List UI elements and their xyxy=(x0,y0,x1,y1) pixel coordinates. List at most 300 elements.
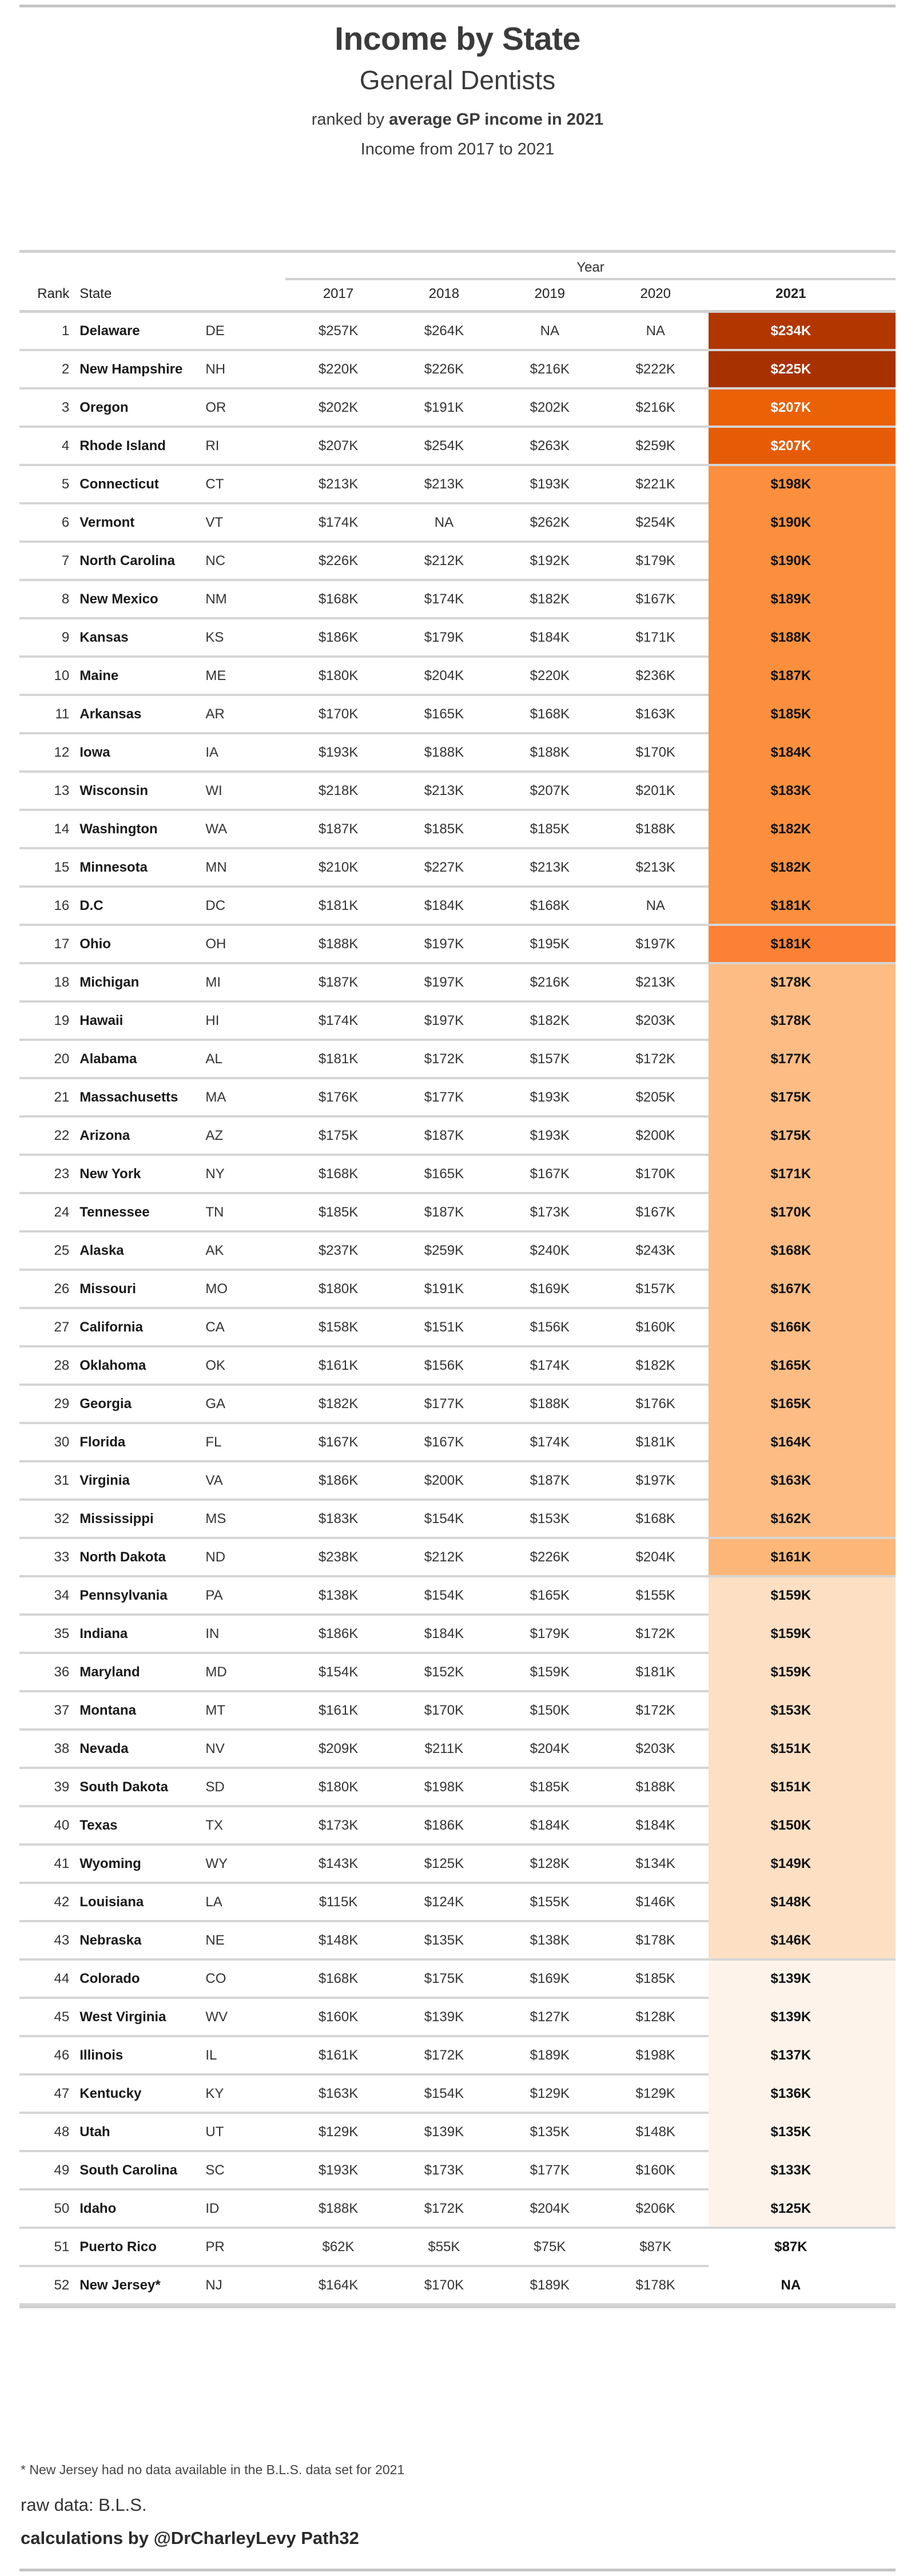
cell-rank: 14 xyxy=(54,821,70,837)
table-row[interactable] xyxy=(19,1041,896,1077)
cell-rank: 5 xyxy=(61,476,70,492)
cell-abbr: AZ xyxy=(205,1127,224,1143)
cell-rank: 38 xyxy=(54,1740,70,1756)
cell-2021-heat: $170K xyxy=(709,1194,896,1230)
cell-2021-heat: $181K xyxy=(709,888,896,924)
table-row[interactable] xyxy=(19,1501,896,1537)
cell-2017: $257K xyxy=(318,323,359,339)
cell-2017: $138K xyxy=(318,1587,359,1603)
cell-2020: $170K xyxy=(635,1166,675,1182)
cell-2017: $173K xyxy=(318,1817,359,1833)
cell-2017: $207K xyxy=(318,438,359,454)
cell-state: Iowa xyxy=(79,744,110,760)
cell-2019: $193K xyxy=(530,1127,570,1143)
table-row[interactable] xyxy=(19,1922,896,1958)
table-row[interactable] xyxy=(19,1424,896,1460)
table-row[interactable] xyxy=(19,1233,896,1269)
table-row[interactable] xyxy=(19,1309,896,1345)
cell-2017: $180K xyxy=(318,1779,359,1795)
cell-2017: $164K xyxy=(318,2277,359,2293)
footnote-new-jersey: * New Jersey had no data available in the B.L.S. data set for 2021 xyxy=(21,2462,405,2477)
cell-2018: $191K xyxy=(424,399,464,415)
cell-2017: $237K xyxy=(318,1242,359,1258)
cell-2019: $185K xyxy=(530,821,570,837)
cell-2020: $146K xyxy=(635,1894,675,1910)
table-row[interactable] xyxy=(19,658,896,694)
cell-2019: $189K xyxy=(530,2047,570,2063)
table-row[interactable] xyxy=(19,2229,896,2265)
cell-abbr: ND xyxy=(205,1549,226,1565)
cell-abbr: ME xyxy=(205,667,226,683)
cell-2018: $156K xyxy=(424,1357,464,1373)
cell-rank: 11 xyxy=(55,706,70,722)
table-row[interactable] xyxy=(19,1194,896,1230)
table-row[interactable] xyxy=(19,1846,896,1882)
cell-state: Hawaii xyxy=(79,1012,124,1028)
table-row[interactable] xyxy=(19,581,896,617)
cell-2018: $187K xyxy=(424,1127,464,1143)
cell-rank: 27 xyxy=(54,1319,70,1335)
cell-state: Georgia xyxy=(79,1396,132,1412)
cell-2017: $129K xyxy=(318,2124,359,2140)
table-row[interactable] xyxy=(19,2114,896,2150)
cell-abbr: AL xyxy=(205,1051,222,1067)
top-divider xyxy=(19,5,896,7)
cell-2017: $183K xyxy=(318,1510,359,1526)
cell-state: Montana xyxy=(79,1702,136,1718)
table-row[interactable] xyxy=(19,926,896,962)
cell-2021-heat: $137K xyxy=(709,2037,896,2073)
page-title: Income by State xyxy=(335,21,580,57)
cell-2018: $200K xyxy=(424,1472,464,1488)
cell-2021-heat: $159K xyxy=(709,1654,896,1690)
cell-state: Puerto Rico xyxy=(79,2239,157,2255)
cell-2019: $128K xyxy=(530,1855,570,1871)
cell-2021-heat: $165K xyxy=(709,1347,896,1384)
cell-2018: $212K xyxy=(424,1549,464,1565)
cell-2019: $207K xyxy=(530,782,570,798)
cell-2017: $202K xyxy=(318,399,359,415)
cell-2020: $167K xyxy=(635,1204,675,1220)
cell-2021-heat: $163K xyxy=(709,1462,896,1498)
cell-rank: 42 xyxy=(54,1894,70,1910)
cell-state: Kansas xyxy=(79,629,129,645)
cell-2020: $178K xyxy=(635,2277,675,2293)
cell-abbr: AR xyxy=(205,706,225,722)
cell-rank: 30 xyxy=(54,1434,70,1450)
table-row[interactable] xyxy=(19,1347,896,1384)
cell-2019: $188K xyxy=(530,1396,570,1412)
table-row[interactable] xyxy=(19,696,896,732)
cell-rank: 37 xyxy=(54,1702,70,1718)
cell-2020: NA xyxy=(646,897,665,913)
cell-state: Vermont xyxy=(79,514,135,530)
cell-2018: $186K xyxy=(424,1817,464,1833)
cell-state: Utah xyxy=(79,2124,110,2140)
table-row[interactable] xyxy=(19,1807,896,1843)
table-row[interactable] xyxy=(19,389,896,426)
cell-2020: $134K xyxy=(635,1855,675,1871)
cell-state: Massachusetts xyxy=(79,1089,178,1105)
table-row[interactable] xyxy=(19,504,896,540)
cell-abbr: VT xyxy=(205,514,224,530)
cell-abbr: NE xyxy=(205,1932,225,1948)
table-row[interactable] xyxy=(19,888,896,924)
cell-abbr: CO xyxy=(205,1970,226,1986)
cell-2021-heat: $207K xyxy=(709,389,896,426)
col-header-2021[interactable]: 2021 xyxy=(775,285,806,301)
table-row[interactable] xyxy=(19,351,896,387)
cell-2021-heat: $150K xyxy=(709,1807,896,1843)
raw-data-source: raw data: B.L.S. xyxy=(21,2495,147,2515)
cell-2018: $172K xyxy=(424,1051,464,1067)
cell-2018: $227K xyxy=(424,859,464,875)
cell-2020: $200K xyxy=(635,1127,675,1143)
cell-2020: $181K xyxy=(635,1434,675,1450)
cell-2018: NA xyxy=(434,514,454,530)
cell-rank: 46 xyxy=(54,2047,70,2063)
year-group-header-row xyxy=(19,253,896,278)
cell-2018: $197K xyxy=(424,974,464,990)
cell-2021-heat: $161K xyxy=(709,1539,896,1575)
cell-abbr: SC xyxy=(205,2162,225,2178)
cell-2020: $259K xyxy=(635,438,675,454)
table-row[interactable] xyxy=(19,1079,896,1115)
cell-2018: $211K xyxy=(424,1740,464,1756)
table-row[interactable] xyxy=(19,1118,896,1154)
cell-abbr: SD xyxy=(205,1779,225,1795)
cell-2017: $185K xyxy=(318,1204,359,1220)
cell-2018: $198K xyxy=(424,1779,464,1795)
cell-2020: $201K xyxy=(635,782,675,798)
table-row[interactable] xyxy=(19,1884,896,1920)
cell-rank: 16 xyxy=(54,897,70,913)
cell-2019: $169K xyxy=(530,1970,570,1986)
cell-2017: $188K xyxy=(318,936,359,952)
cell-2017: $168K xyxy=(318,1970,359,1986)
table-row[interactable] xyxy=(19,619,896,655)
cell-state: Arizona xyxy=(79,1127,130,1143)
cell-2018: $175K xyxy=(424,1970,464,1986)
cell-2020: $222K xyxy=(635,361,675,377)
cell-2018: $154K xyxy=(424,1587,464,1603)
cell-2019: $216K xyxy=(530,974,570,990)
cell-2021-heat: $187K xyxy=(709,658,896,694)
cell-2021-heat: $198K xyxy=(709,466,896,502)
cell-2021-heat: $183K xyxy=(709,773,896,809)
cell-rank: 43 xyxy=(54,1932,70,1948)
cell-2021-heat: $225K xyxy=(709,351,896,387)
cell-2019: $195K xyxy=(530,936,570,952)
cell-2017: $168K xyxy=(318,591,359,607)
col-header-abbr xyxy=(202,280,285,310)
table-row[interactable] xyxy=(19,1539,896,1575)
cell-rank: 50 xyxy=(54,2200,70,2216)
cell-2019: $185K xyxy=(530,1779,570,1795)
cell-2019: $138K xyxy=(530,1932,570,1948)
cell-2021-heat: $184K xyxy=(709,734,896,770)
cell-abbr: CA xyxy=(205,1319,225,1335)
cell-2019: $188K xyxy=(530,744,570,760)
cell-abbr: OK xyxy=(205,1357,226,1373)
cell-state: South Dakota xyxy=(79,1779,168,1795)
cell-rank: 21 xyxy=(54,1089,70,1105)
cell-2017: $180K xyxy=(318,1281,359,1297)
cell-2021-heat: $135K xyxy=(709,2114,896,2150)
cell-2020: $243K xyxy=(635,1242,675,1258)
table-row[interactable] xyxy=(19,2076,896,2112)
cell-state: Michigan xyxy=(79,974,140,990)
cell-2019: $169K xyxy=(530,1281,570,1297)
ranked-by-emphasis: average GP income in 2021 xyxy=(389,110,604,129)
cell-2021-heat: $207K xyxy=(709,428,896,464)
cell-state: Washington xyxy=(79,821,158,837)
cell-2020: $160K xyxy=(635,1319,675,1335)
table-row[interactable] xyxy=(19,2037,896,2073)
cell-state: Kentucky xyxy=(79,2085,142,2101)
cell-state: Louisiana xyxy=(79,1894,144,1910)
table-row[interactable] xyxy=(19,2267,896,2303)
cell-2020: $172K xyxy=(635,1702,675,1718)
table-row[interactable] xyxy=(19,1271,896,1307)
cell-state: Maine xyxy=(79,667,119,683)
cell-2021-heat: $125K xyxy=(709,2191,896,2227)
cell-2017: $218K xyxy=(318,782,359,798)
cell-2017: $213K xyxy=(318,476,359,492)
cell-rank: 51 xyxy=(54,2239,70,2255)
table-row[interactable] xyxy=(19,1462,896,1498)
cell-2017: $161K xyxy=(318,1702,359,1718)
table-row[interactable] xyxy=(19,773,896,809)
cell-abbr: KS xyxy=(205,629,224,645)
cell-2017: $180K xyxy=(318,667,359,683)
cell-2017: $187K xyxy=(318,821,359,837)
table-row[interactable] xyxy=(19,1386,896,1422)
cell-abbr: MI xyxy=(205,974,221,990)
cell-2017: $175K xyxy=(318,1127,359,1143)
table-row[interactable] xyxy=(19,313,896,349)
cell-2019: $204K xyxy=(530,1740,570,1756)
cell-2019: $129K xyxy=(530,2085,570,2101)
cell-2017: $182K xyxy=(318,1396,359,1412)
cell-state: Mississippi xyxy=(79,1510,154,1526)
cell-abbr: RI xyxy=(205,438,220,454)
cell-2019: $174K xyxy=(530,1357,570,1373)
cell-2018: $213K xyxy=(424,476,464,492)
cell-2018: $170K xyxy=(424,1702,464,1718)
table-row[interactable] xyxy=(19,849,896,885)
cell-2018: $172K xyxy=(424,2200,464,2216)
cell-abbr: UT xyxy=(205,2124,224,2140)
col-header-2019[interactable]: 2019 xyxy=(534,285,566,301)
table-row[interactable] xyxy=(19,1003,896,1039)
cell-2020: $87K xyxy=(639,2239,672,2255)
cell-2019: $262K xyxy=(530,514,570,530)
cell-2020: $185K xyxy=(635,1970,675,1986)
table-row[interactable] xyxy=(19,2191,896,2227)
cell-2019: $177K xyxy=(530,2162,570,2178)
cell-2018: $152K xyxy=(424,1664,464,1680)
cell-2019: $193K xyxy=(530,476,570,492)
col-header-state[interactable]: State xyxy=(79,285,112,301)
table-row[interactable] xyxy=(19,2152,896,2188)
cell-2018: $185K xyxy=(424,821,464,837)
cell-2020: $188K xyxy=(635,1779,675,1795)
table-row[interactable] xyxy=(19,1731,896,1767)
cell-rank: 22 xyxy=(54,1127,70,1143)
cell-2019: $173K xyxy=(530,1204,570,1220)
ranked-by-line xyxy=(0,109,915,131)
cell-2019: $75K xyxy=(534,2239,566,2255)
table-row[interactable] xyxy=(19,1156,896,1192)
column-header-row xyxy=(19,280,896,310)
cell-rank: 39 xyxy=(54,1779,70,1795)
cell-abbr: CT xyxy=(205,476,224,492)
cell-2018: $55K xyxy=(428,2239,460,2255)
cell-2017: $209K xyxy=(318,1740,359,1756)
cell-rank: 44 xyxy=(54,1970,70,1986)
cell-2017: $154K xyxy=(318,1664,359,1680)
cell-state: Colorado xyxy=(79,1970,140,1986)
table-row[interactable] xyxy=(19,1769,896,1805)
table-row[interactable] xyxy=(19,543,896,579)
cell-state: Tennessee xyxy=(79,1204,150,1220)
table-row[interactable] xyxy=(19,811,896,847)
table-row[interactable] xyxy=(19,734,896,770)
cell-2021-heat: $153K xyxy=(709,1692,896,1728)
cell-rank: 52 xyxy=(54,2277,70,2293)
cell-2020: $197K xyxy=(635,1472,675,1488)
cell-2019: $168K xyxy=(530,897,570,913)
cell-abbr: MA xyxy=(205,1089,226,1105)
table-row[interactable] xyxy=(19,466,896,502)
cell-2017: $210K xyxy=(318,859,359,875)
cell-2018: $174K xyxy=(424,591,464,607)
col-header-2018[interactable]: 2018 xyxy=(428,285,460,301)
cell-2017: $158K xyxy=(318,1319,359,1335)
cell-2021-heat: $182K xyxy=(709,849,896,885)
cell-state: South Carolina xyxy=(79,2162,177,2178)
cell-2018: $124K xyxy=(424,1894,464,1910)
cell-2021-heat: $165K xyxy=(709,1386,896,1422)
cell-2018: $212K xyxy=(424,552,464,569)
cell-2019: $150K xyxy=(530,1702,570,1718)
income-range-line: Income from 2017 to 2021 xyxy=(360,140,555,158)
cell-2020: $213K xyxy=(635,974,675,990)
table-row[interactable] xyxy=(19,964,896,1000)
cell-2018: $254K xyxy=(424,438,464,454)
cell-2017: $143K xyxy=(318,1855,359,1871)
cell-2019: $193K xyxy=(530,1089,570,1105)
table-row[interactable] xyxy=(19,1616,896,1652)
cell-state: Illinois xyxy=(79,2047,124,2063)
cell-abbr: DC xyxy=(205,897,226,913)
col-header-2020[interactable]: 2020 xyxy=(640,285,671,301)
cell-abbr: WA xyxy=(205,821,228,837)
cell-2021-heat: $182K xyxy=(709,811,896,847)
col-header-2017[interactable]: 2017 xyxy=(323,285,354,301)
cell-2017: $238K xyxy=(318,1549,359,1565)
cell-2021-heat: $148K xyxy=(709,1884,896,1920)
cell-2019: $187K xyxy=(530,1472,570,1488)
cell-2018: $139K xyxy=(424,2009,464,2025)
cell-2019: $156K xyxy=(530,1319,570,1335)
cell-rank: 41 xyxy=(54,1855,70,1871)
col-header-rank[interactable]: Rank xyxy=(37,285,70,301)
cell-2020: $205K xyxy=(635,1089,675,1105)
cell-2017: $161K xyxy=(318,1357,359,1373)
cell-2018: $184K xyxy=(424,897,464,913)
table-row[interactable] xyxy=(19,1961,896,1997)
cell-2020: $163K xyxy=(635,706,675,722)
table-row[interactable] xyxy=(19,1577,896,1613)
cell-rank: 32 xyxy=(54,1510,70,1526)
cell-abbr: WV xyxy=(205,2009,228,2025)
cell-2020: $172K xyxy=(635,1051,675,1067)
cell-state: North Carolina xyxy=(79,552,175,569)
cell-rank: 8 xyxy=(61,591,70,607)
cell-rank: 25 xyxy=(54,1242,70,1258)
cell-2021-heat: $175K xyxy=(709,1118,896,1154)
cell-2019: $127K xyxy=(530,2009,570,2025)
cell-state: Nebraska xyxy=(79,1932,142,1948)
cell-2020: $206K xyxy=(635,2200,675,2216)
cell-abbr: AK xyxy=(205,1242,224,1258)
cell-2020: $167K xyxy=(635,591,675,607)
cell-rank: 49 xyxy=(54,2162,70,2178)
cell-abbr: HI xyxy=(205,1012,220,1028)
cell-2017: $226K xyxy=(318,552,359,569)
cell-2017: $181K xyxy=(318,897,359,913)
table-row[interactable] xyxy=(19,1692,896,1728)
cell-2018: $184K xyxy=(424,1625,464,1641)
footer-block xyxy=(19,2462,896,2549)
cell-abbr: MS xyxy=(205,1510,226,1526)
cell-rank: 36 xyxy=(54,1664,70,1680)
cell-2017: $161K xyxy=(318,2047,359,2063)
cell-state: Delaware xyxy=(79,323,140,339)
cell-state: Oklahoma xyxy=(79,1357,146,1373)
cell-abbr: OH xyxy=(205,936,226,952)
cell-abbr: IL xyxy=(205,2047,217,2063)
cell-2021-heat: $175K xyxy=(709,1079,896,1115)
cell-2019: $204K xyxy=(530,2200,570,2216)
cell-2020: $129K xyxy=(635,2085,675,2101)
cell-rank: 24 xyxy=(54,1204,70,1220)
cell-rank: 18 xyxy=(54,974,70,990)
cell-2019: $189K xyxy=(530,2277,570,2293)
cell-rank: 47 xyxy=(54,2085,70,2101)
cell-2018: $191K xyxy=(424,1281,464,1297)
cell-abbr: NC xyxy=(205,552,226,569)
cell-rank: 35 xyxy=(54,1625,70,1641)
cell-abbr: VA xyxy=(205,1472,223,1488)
cell-2018: $165K xyxy=(424,706,464,722)
table-row[interactable] xyxy=(19,1999,896,2035)
cell-2021-heat: NA xyxy=(709,2267,896,2303)
table-row[interactable] xyxy=(19,1654,896,1690)
cell-2019: $192K xyxy=(530,552,570,569)
cell-2019: $216K xyxy=(530,361,570,377)
cell-abbr: LA xyxy=(205,1894,222,1910)
cell-2020: $236K xyxy=(635,667,675,683)
cell-2019: $213K xyxy=(530,859,570,875)
cell-2018: $264K xyxy=(424,323,464,339)
cell-2020: $168K xyxy=(635,1510,675,1526)
table-row[interactable] xyxy=(19,428,896,464)
cell-2017: $115K xyxy=(319,1894,358,1910)
cell-rank: 20 xyxy=(54,1051,70,1067)
